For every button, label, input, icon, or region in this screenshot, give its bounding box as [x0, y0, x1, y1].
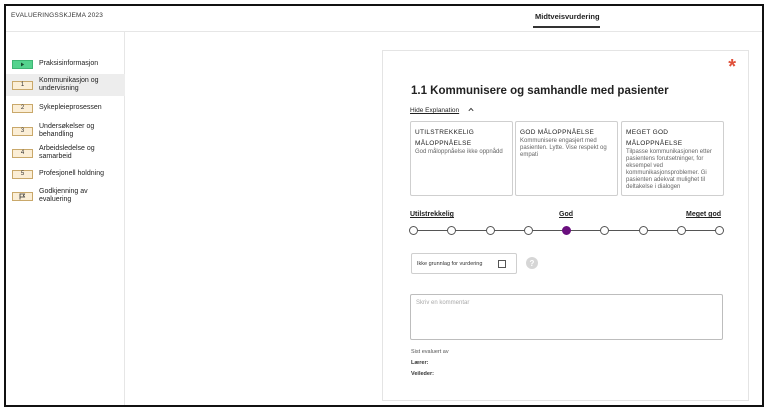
sidebar: [6, 32, 125, 405]
explanation-heading: GOD MÅLOPPNÅELSE: [520, 129, 595, 136]
explanation-god: [515, 121, 618, 196]
active-tab-indicator: [533, 26, 600, 28]
supervisor-label: Veileder:: [411, 371, 434, 377]
section-number-badge: 4: [12, 149, 33, 158]
section-number-badge: 1: [12, 81, 33, 90]
sidebar-item-profesjonell-holdning[interactable]: [6, 164, 125, 184]
section-number-badge: 2: [12, 104, 33, 113]
rating-option-2[interactable]: [447, 226, 456, 235]
last-evaluated-label: Sist evaluert av: [411, 349, 449, 355]
rating-option-9[interactable]: [715, 226, 724, 235]
main-content: [126, 32, 762, 405]
sidebar-item-arbeidsledelse[interactable]: [6, 142, 125, 164]
no-basis-checkbox[interactable]: [498, 260, 506, 268]
sidebar-item-label: Godkjenning av evaluering: [39, 188, 88, 203]
explanation-heading: UTILSTREKKELIG MÅLOPPNÅELSE: [415, 129, 475, 147]
app-window: [4, 4, 764, 407]
rating-option-5[interactable]: [562, 226, 571, 235]
scale-label-mid: God: [559, 211, 573, 218]
rating-option-6[interactable]: [600, 226, 609, 235]
sidebar-item-label: Arbeidsledelse og samarbeid: [39, 145, 95, 160]
rating-option-7[interactable]: [639, 226, 648, 235]
no-basis-box: [411, 253, 517, 274]
section-number-badge: 3: [12, 127, 33, 136]
explanation-heading: MEGET GOD MÅLOPPNÅELSE: [626, 129, 683, 147]
flag-icon: [19, 193, 26, 200]
flag-badge: [12, 192, 33, 201]
sidebar-item-label: Undersøkelser og behandling: [39, 123, 95, 138]
scale-label-low: Utilstrekkelig: [410, 211, 454, 218]
sidebar-item-label: Kommunikasjon og undervisning: [39, 77, 99, 92]
sidebar-item-label: Praksisinformasjon: [39, 60, 99, 67]
sidebar-item-godkjenning[interactable]: [6, 185, 125, 207]
explanation-meget-god: [621, 121, 724, 196]
explanation-text: God måloppnåelse ikke oppnådd: [415, 149, 503, 155]
question-card: [382, 50, 749, 401]
chevron-up-icon[interactable]: [468, 107, 474, 114]
sidebar-item-kommunikasjon[interactable]: [6, 74, 125, 96]
sidebar-item-label: Profesjonell holdning: [39, 170, 104, 177]
tab-midtveisvurdering[interactable]: Midtveisvurdering: [535, 12, 600, 21]
rating-option-4[interactable]: [524, 226, 533, 235]
app-title: EVALUERINGSSKJEMA 2023: [11, 12, 104, 19]
play-icon: [20, 62, 25, 67]
explanation-text: Kommunisere engasjert med pasienten. Lytte. Vise respekt og empati: [520, 138, 607, 158]
teacher-label: Lærer:: [411, 360, 429, 366]
question-title: 1.1 Kommunisere og samhandle med pasienter: [411, 85, 669, 97]
rating-option-1[interactable]: [409, 226, 418, 235]
sidebar-item-undersokelser[interactable]: [6, 120, 125, 142]
no-basis-label: Ikke grunnlag for vurdering: [417, 261, 483, 267]
sidebar-item-label: Sykepleieprosessen: [39, 104, 102, 111]
explanation-text: Tilpasse kommunikasjonen etter pasientens forutsetninger, for eksempel ved kommunikasjonsproblemer. Gi pasienten adekvat mulighet til deltakelse i dialogen: [626, 149, 712, 190]
section-number-badge: 5: [12, 170, 33, 179]
comment-input[interactable]: [410, 294, 723, 340]
rating-option-8[interactable]: [677, 226, 686, 235]
hide-explanation-link[interactable]: Hide Explanation: [410, 107, 460, 114]
required-marker: *: [728, 56, 736, 78]
top-bar: [6, 6, 762, 32]
explanation-utilstrekkelig: [410, 121, 513, 196]
scale-label-high: Meget god: [686, 211, 721, 218]
rating-option-3[interactable]: [486, 226, 495, 235]
sidebar-item-praksisinformasjon[interactable]: [6, 54, 125, 74]
help-icon[interactable]: ?: [526, 257, 538, 269]
completed-badge: [12, 60, 33, 69]
sidebar-item-sykepleieprosessen[interactable]: [6, 98, 125, 118]
